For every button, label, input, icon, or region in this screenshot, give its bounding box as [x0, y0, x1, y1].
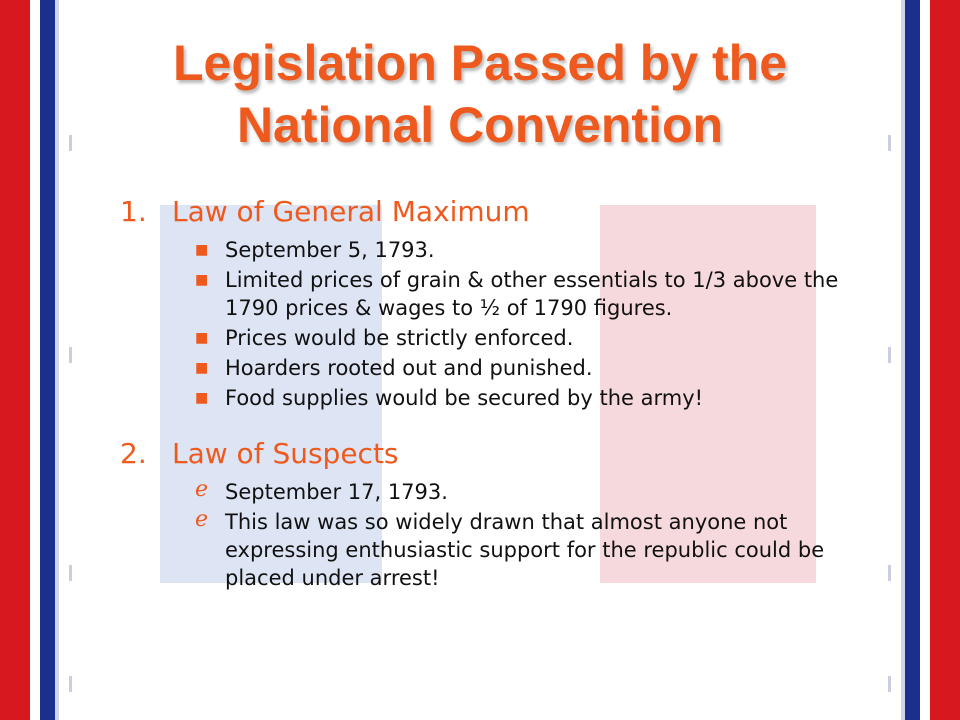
left-border-blue [40, 0, 55, 720]
bullet-list [120, 478, 880, 592]
list-item-text: This law was so widely drawn that almost anyone not expressing enthusiastic support for the republic could be placed under arrest! [225, 510, 825, 590]
left-border-red [0, 0, 30, 720]
section-heading-text: Law of Suspects [172, 437, 399, 470]
section-heading-text: Law of General Maximum [172, 195, 530, 228]
right-border-white [920, 0, 930, 720]
square-bullet-icon: ■ [195, 390, 209, 406]
swirl-bullet-icon: e [195, 507, 209, 532]
border-tick [69, 565, 72, 581]
left-border-light [55, 0, 59, 720]
list-item [195, 324, 880, 352]
border-tick [69, 135, 72, 151]
swirl-bullet-icon: e [195, 477, 209, 502]
square-bullet-icon: ■ [195, 242, 209, 258]
list-item [195, 236, 880, 264]
square-bullet-icon: ■ [195, 360, 209, 376]
list-item [195, 478, 880, 506]
list-item [195, 508, 880, 592]
section-number: 2. [120, 437, 147, 470]
list-item [195, 266, 880, 322]
right-border-blue [905, 0, 920, 720]
section-law-of-suspects [120, 432, 880, 592]
section-general-maximum [120, 190, 880, 412]
border-tick [888, 347, 891, 363]
list-item-text: September 17, 1793. [225, 480, 448, 504]
section-heading [120, 432, 880, 476]
border-tick [69, 347, 72, 363]
section-number: 1. [120, 195, 147, 228]
section-heading [120, 190, 880, 234]
border-tick [69, 676, 72, 692]
list-item-text: Food supplies would be secured by the army! [225, 386, 704, 410]
border-tick [888, 676, 891, 692]
square-bullet-icon: ■ [195, 330, 209, 346]
list-item [195, 354, 880, 382]
slide-content [120, 190, 880, 594]
border-tick [888, 135, 891, 151]
slide-title: Legislation Passed by the National Convention [172, 35, 788, 153]
square-bullet-icon: ■ [195, 272, 209, 288]
list-item [195, 384, 880, 412]
list-item-text: Hoarders rooted out and punished. [225, 356, 593, 380]
border-tick [888, 565, 891, 581]
bullet-list [120, 236, 880, 412]
right-border-red [930, 0, 960, 720]
left-border-white [30, 0, 40, 720]
list-item-text: Limited prices of grain & other essentials to 1/3 above the 1790 prices & wages to ½ of 1790 figures. [225, 268, 839, 320]
list-item-text: September 5, 1793. [225, 238, 435, 262]
list-item-text: Prices would be strictly enforced. [225, 326, 574, 350]
